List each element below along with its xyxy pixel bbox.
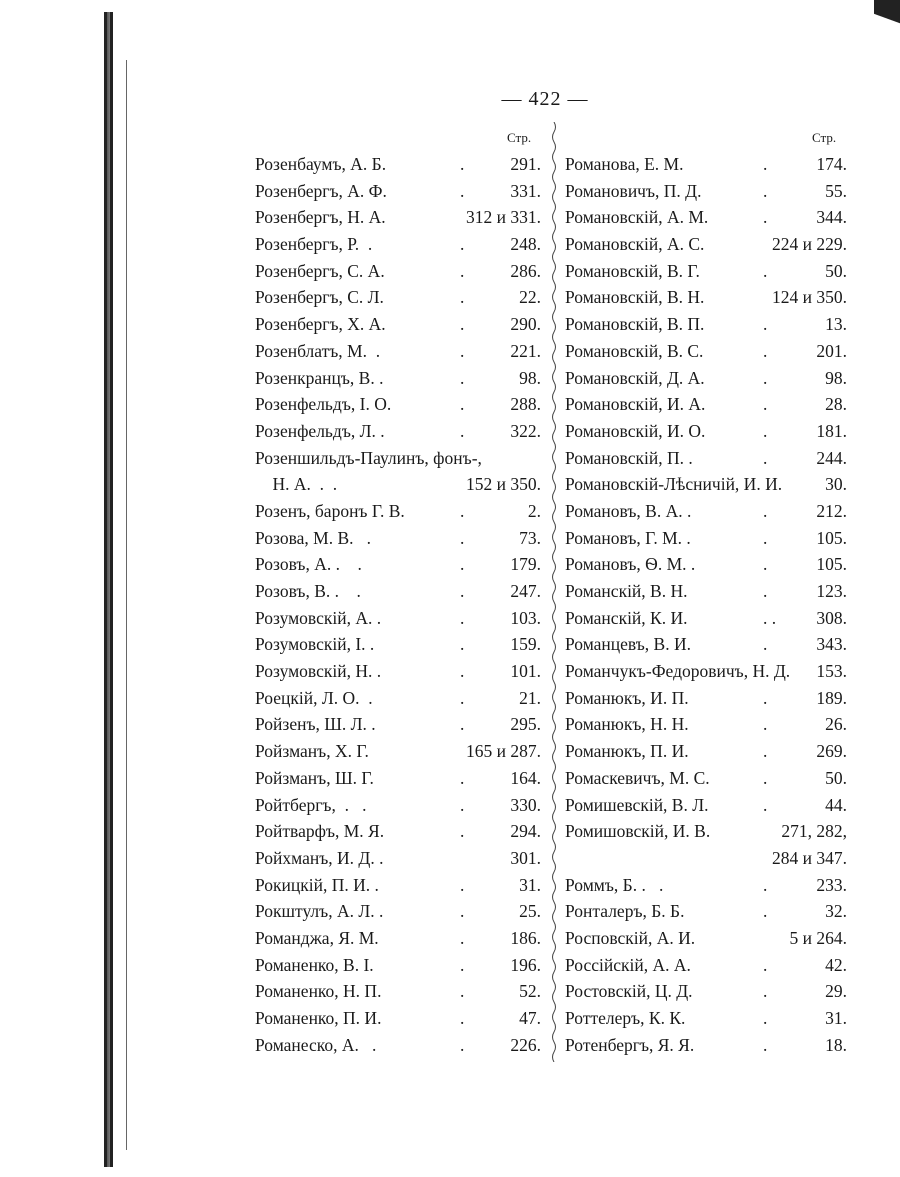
index-entry <box>255 284 541 311</box>
entry-name: Розенбергъ, А. Ф. <box>255 180 387 201</box>
entry-name: Н. А. . . <box>255 474 338 495</box>
entry-leader-dot: . <box>460 581 465 601</box>
index-entry <box>565 952 847 979</box>
entry-page: 233. <box>816 874 847 895</box>
entry-leader-dot: . <box>763 767 768 788</box>
index-entry <box>255 605 541 632</box>
entry-name: Розенблатъ, М. . <box>255 340 381 361</box>
entry-leader-dot: . <box>460 927 465 948</box>
index-entry <box>255 818 541 845</box>
entry-name: Ройтварфъ, М. Я. <box>255 821 385 842</box>
entry-name: Ройзенъ, Ш. Л. . <box>255 714 376 735</box>
entry-page: 26. <box>825 714 847 735</box>
entry-page: 42. <box>825 954 847 975</box>
binding-line <box>126 60 127 1150</box>
index-entry <box>565 872 847 899</box>
entry-page: 247. <box>510 581 541 601</box>
entry-leader-dot: . <box>460 420 465 441</box>
entry-page: 212. <box>816 500 847 521</box>
right-column-header: Стр. <box>812 130 837 145</box>
entry-name: Романовскій, А. С. <box>565 234 705 255</box>
entry-name: Романюкъ, И. П. <box>565 687 689 708</box>
entry-name: Роммъ, Б. . . <box>565 874 664 895</box>
entry-name: Романенко, В. І. <box>255 954 374 975</box>
index-entry <box>255 258 541 285</box>
index-entry <box>565 818 847 845</box>
index-entry <box>255 658 541 685</box>
entry-leader-dot: . <box>763 447 768 468</box>
index-entry <box>255 898 541 925</box>
entry-leader-dot: . . <box>763 607 777 628</box>
entry-page: 50. <box>825 260 847 281</box>
entry-name: Розова, М. В. . <box>255 527 372 548</box>
entry-leader-dot: . <box>460 794 465 815</box>
index-entry <box>565 365 847 392</box>
index-entry <box>565 525 847 552</box>
column-divider <box>551 122 557 1062</box>
entry-page: 28. <box>825 394 847 415</box>
entry-leader-dot: . <box>763 981 768 1002</box>
index-entry <box>565 1032 847 1059</box>
entry-name: Ротенбергъ, Я. Я. <box>565 1034 695 1055</box>
index-entry <box>255 338 541 365</box>
entry-leader-dot: . <box>763 500 768 521</box>
entry-page: 226. <box>510 1034 541 1055</box>
entry-leader-dot: . <box>763 687 768 708</box>
index-entry <box>565 845 847 872</box>
entry-page: 322. <box>510 420 541 441</box>
entry-name: Романенко, Н. П. <box>255 981 382 1002</box>
index-entry <box>565 605 847 632</box>
index-entry <box>255 765 541 792</box>
entry-leader-dot: . <box>763 367 768 388</box>
entry-name: Розенбергъ, Х. А. <box>255 314 386 335</box>
entry-name: Ромишевскій, В. Л. <box>565 794 709 815</box>
entry-leader-dot: . <box>763 581 768 601</box>
entry-page: 286. <box>510 260 541 281</box>
entry-leader-dot: . <box>763 527 768 548</box>
entry-name: Романеско, А. . <box>255 1034 377 1055</box>
entry-page: 152 и 350. <box>466 474 541 495</box>
index-entry <box>565 631 847 658</box>
entry-name: Романенко, П. И. <box>255 1008 382 1028</box>
entry-name: Романскій, К. И. <box>565 607 688 628</box>
entry-page: 224 и 229. <box>772 234 847 255</box>
index-entry <box>565 151 847 178</box>
index-entry <box>255 925 541 952</box>
index-entry <box>565 1005 847 1032</box>
index-entry <box>565 792 847 819</box>
entry-page: 269. <box>816 741 847 762</box>
entry-page: 50. <box>825 767 847 788</box>
entry-page: 21. <box>519 687 541 708</box>
entry-page: 331. <box>510 180 541 201</box>
entry-name: Романовскій, А. М. <box>565 207 709 228</box>
entry-page: 98. <box>825 367 847 388</box>
index-entry <box>565 178 847 205</box>
index-entry <box>255 311 541 338</box>
entry-leader-dot: . <box>460 394 465 415</box>
entry-name: Романовскій, Д. А. <box>565 367 705 388</box>
entry-page: 288. <box>510 394 541 415</box>
entry-page: 25. <box>519 901 541 922</box>
index-entry <box>255 204 541 231</box>
entry-name: Розовъ, А. . . <box>255 554 362 575</box>
entry-page: 47. <box>519 1008 541 1028</box>
index-entry <box>255 365 541 392</box>
entry-name: Розенбергъ, С. А. <box>255 260 385 281</box>
index-entry <box>255 792 541 819</box>
entry-page: 30. <box>825 474 847 495</box>
entry-leader-dot: . <box>763 260 768 281</box>
entry-leader-dot: . <box>763 634 768 655</box>
entry-leader-dot: . <box>460 607 465 628</box>
entry-page: 284 и 347. <box>772 847 847 868</box>
index-entry <box>255 445 541 472</box>
entry-page: 344. <box>816 207 847 228</box>
entry-page: 105. <box>816 527 847 548</box>
index-entry <box>565 445 847 472</box>
index-entry <box>255 685 541 712</box>
entry-name: Ромишовскій, И. В. <box>565 821 711 842</box>
entry-name: Роттелеръ, К. К. <box>565 1008 686 1028</box>
entry-leader-dot: . <box>460 954 465 975</box>
entry-name: Романскій, В. Н. <box>565 581 688 601</box>
entry-leader-dot: . <box>763 394 768 415</box>
entry-leader-dot: . <box>460 180 465 201</box>
entry-name: Ромаскевичъ, М. С. <box>565 767 710 788</box>
entry-page: 5 и 264. <box>789 927 847 948</box>
index-entry <box>565 204 847 231</box>
entry-name: Розенкранцъ, В. . <box>255 367 384 388</box>
index-entry <box>565 338 847 365</box>
entry-name: Романовъ, Ѳ. М. . <box>565 554 696 575</box>
index-entry <box>255 1032 541 1059</box>
entry-name: Розенфельдъ, Л. . <box>255 420 385 441</box>
index-entry <box>565 498 847 525</box>
entry-leader-dot: . <box>460 234 465 255</box>
entry-page: 22. <box>519 287 541 308</box>
index-entry <box>255 551 541 578</box>
entry-page: 179. <box>510 554 541 575</box>
index-entry <box>565 765 847 792</box>
entry-name: Романюкъ, П. И. <box>565 741 689 762</box>
entry-page: 159. <box>510 634 541 655</box>
entry-page: 105. <box>816 554 847 575</box>
entry-name: Романджа, Я. М. <box>255 927 379 948</box>
entry-leader-dot: . <box>460 661 465 682</box>
index-entry <box>565 391 847 418</box>
entry-leader-dot: . <box>763 954 768 975</box>
entry-leader-dot: . <box>460 367 465 388</box>
entry-name: Романовскій, И. А. <box>565 394 706 415</box>
entry-leader-dot: . <box>460 767 465 788</box>
entry-name: Ройзманъ, Ш. Г. <box>255 767 374 788</box>
entry-name: Ростовскій, Ц. Д. <box>565 981 693 1002</box>
entry-page: 52. <box>519 981 541 1002</box>
entry-page: 13. <box>825 314 847 335</box>
index-entry <box>255 471 541 498</box>
index-entry <box>565 231 847 258</box>
entry-name: Розенбергъ, Р. . <box>255 234 373 255</box>
entry-name: Романовскій, В. Г. <box>565 260 700 281</box>
entry-leader-dot: . <box>460 527 465 548</box>
entry-leader-dot: . <box>763 1008 768 1028</box>
entry-page: 248. <box>510 234 541 255</box>
entry-name: Ройхманъ, И. Д. . <box>255 847 384 868</box>
entry-leader-dot: . <box>460 1034 465 1055</box>
entry-page: 295. <box>510 714 541 735</box>
entry-page: 189. <box>816 687 847 708</box>
entry-leader-dot: . <box>763 420 768 441</box>
index-entry <box>255 845 541 872</box>
entry-page: 98. <box>519 367 541 388</box>
entry-leader-dot: . <box>460 314 465 335</box>
page-number: — 422 — <box>501 88 589 110</box>
entry-page: 330. <box>510 794 541 815</box>
entry-name: Рокштулъ, А. Л. . <box>255 901 384 922</box>
index-entry <box>255 631 541 658</box>
entry-page: 186. <box>510 927 541 948</box>
index-entry <box>255 578 541 605</box>
entry-page: 31. <box>825 1008 847 1028</box>
entry-leader-dot: . <box>763 340 768 361</box>
entry-leader-dot: . <box>460 714 465 735</box>
entry-page: 164. <box>510 767 541 788</box>
index-entry <box>255 498 541 525</box>
entry-name: Романовскій, В. П. <box>565 314 705 335</box>
entry-page: 101. <box>510 661 541 682</box>
entry-name: Романовскій, П. . <box>565 447 693 468</box>
entry-leader-dot: . <box>763 714 768 735</box>
entry-leader-dot: . <box>763 554 768 575</box>
index-entry <box>565 658 847 685</box>
entry-page: 343. <box>816 634 847 655</box>
entry-name: Россійскій, А. А. <box>565 954 691 975</box>
entry-leader-dot: . <box>763 741 768 762</box>
entry-name: Романова, Е. М. <box>565 154 684 174</box>
index-entry <box>565 898 847 925</box>
entry-page: 221. <box>510 340 541 361</box>
entry-name: Романовичъ, П. Д. <box>565 180 702 201</box>
entry-page: 153. <box>816 661 847 682</box>
entry-name: Розумовскій, Н. . <box>255 661 382 682</box>
entry-page: 244. <box>816 447 847 468</box>
entry-leader-dot: . <box>763 874 768 895</box>
index-entry <box>565 284 847 311</box>
entry-page: 181. <box>816 420 847 441</box>
entry-leader-dot: . <box>460 981 465 1002</box>
entry-page: 294. <box>510 821 541 842</box>
index-entry <box>565 471 847 498</box>
entry-name: Романовскій, И. О. <box>565 420 706 441</box>
entry-name: Розовъ, В. . . <box>255 581 361 601</box>
entry-name: Розумовскій, А. . <box>255 607 382 628</box>
index-entry <box>565 738 847 765</box>
entry-leader-dot: . <box>460 687 465 708</box>
entry-page: 312 и 331. <box>466 207 541 228</box>
index-entry <box>565 978 847 1005</box>
index-entry <box>255 711 541 738</box>
entry-name: Романовъ, Г. М. . <box>565 527 691 548</box>
index-entry <box>255 391 541 418</box>
index-entry <box>565 258 847 285</box>
right-column <box>565 151 847 1058</box>
entry-page: 18. <box>825 1034 847 1055</box>
entry-page: 174. <box>816 154 847 174</box>
entry-page: 271, 282, <box>781 821 847 842</box>
entry-name: Росповскій, А. И. <box>565 927 696 948</box>
entry-page: 124 и 350. <box>772 287 847 308</box>
index-entry <box>255 231 541 258</box>
entry-leader-dot: . <box>763 1034 768 1055</box>
entry-leader-dot: . <box>763 794 768 815</box>
left-column <box>255 151 541 1058</box>
entry-name: Романюкъ, Н. Н. <box>565 714 689 735</box>
index-entry <box>255 738 541 765</box>
entry-page: 31. <box>519 874 541 895</box>
entry-page: 2. <box>527 500 541 521</box>
index-entry <box>565 311 847 338</box>
entry-page: 29. <box>825 981 847 1002</box>
entry-page: 165 и 287. <box>466 741 541 762</box>
entry-leader-dot: . <box>460 287 465 308</box>
index-entry <box>565 711 847 738</box>
index-entry <box>565 578 847 605</box>
index-entry <box>255 872 541 899</box>
entry-leader-dot: . <box>763 314 768 335</box>
entry-leader-dot: . <box>763 901 768 922</box>
entry-name: Романцевъ, В. И. <box>565 634 691 655</box>
index-entry <box>255 978 541 1005</box>
index-entry <box>255 1005 541 1032</box>
entry-leader-dot: . <box>460 154 465 174</box>
entry-page: 301. <box>510 847 541 868</box>
entry-name: Ройзманъ, Х. Г. <box>255 741 369 762</box>
entry-leader-dot: . <box>460 874 465 895</box>
binding-edge <box>104 12 118 1167</box>
entry-page: 291. <box>510 154 541 174</box>
entry-leader-dot: . <box>460 260 465 281</box>
index-entry <box>255 178 541 205</box>
entry-name: Роецкій, Л. О. . <box>255 687 373 708</box>
corner-mark <box>874 0 900 48</box>
entry-leader-dot: . <box>460 901 465 922</box>
entry-name: Романовъ, В. А. . <box>565 500 692 521</box>
entry-leader-dot: . <box>460 821 465 842</box>
entry-page: 55. <box>825 180 847 201</box>
index-entry <box>565 418 847 445</box>
entry-page: 73. <box>519 527 541 548</box>
index-entry <box>255 952 541 979</box>
entry-name: Романовскій, В. Н. <box>565 287 705 308</box>
index-entry <box>565 685 847 712</box>
index-entry <box>255 418 541 445</box>
index-entry <box>565 925 847 952</box>
entry-page: 44. <box>825 794 847 815</box>
index-entry <box>255 525 541 552</box>
entry-leader-dot: . <box>460 634 465 655</box>
index-entry <box>565 551 847 578</box>
entry-page: 196. <box>510 954 541 975</box>
entry-leader-dot: . <box>460 1008 465 1028</box>
entry-name: Ройтбергъ, . . <box>255 794 367 815</box>
entry-page: 308. <box>816 607 847 628</box>
entry-name: Розумовскій, І. . <box>255 634 375 655</box>
entry-leader-dot: . <box>460 340 465 361</box>
entry-name: Розенбергъ, С. Л. <box>255 287 384 308</box>
entry-leader-dot: . <box>763 154 768 174</box>
entry-name: Розенъ, баронъ Г. В. <box>255 500 405 521</box>
entry-leader-dot: . <box>460 500 465 521</box>
entry-page: 201. <box>816 340 847 361</box>
entry-name: Романовскій, В. С. <box>565 340 704 361</box>
index-entry <box>255 151 541 178</box>
entry-name: Романчукъ-Федоровичъ, Н. Д. <box>565 661 791 682</box>
entry-name: Романовскій-Лѣсничій, И. И. <box>565 474 783 495</box>
entry-leader-dot: . <box>763 207 768 228</box>
entry-name: Ронталеръ, Б. Б. <box>565 901 685 922</box>
entry-leader-dot: . <box>763 180 768 201</box>
entry-page: 123. <box>816 581 847 601</box>
entry-page: 103. <box>510 607 541 628</box>
left-column-header: Стр. <box>507 130 532 145</box>
entry-name: Розенфельдъ, І. О. <box>255 394 392 415</box>
entry-name: Рокицкій, П. И. . <box>255 874 379 895</box>
entry-name: Розенбаумъ, А. Б. <box>255 154 387 174</box>
entry-page: 290. <box>510 314 541 335</box>
entry-name: Розенбергъ, Н. А. <box>255 207 386 228</box>
entry-name: Розеншильдъ-Паулинъ, фонъ-, <box>255 447 482 468</box>
entry-page: 32. <box>825 901 847 922</box>
entry-leader-dot: . <box>460 554 465 575</box>
